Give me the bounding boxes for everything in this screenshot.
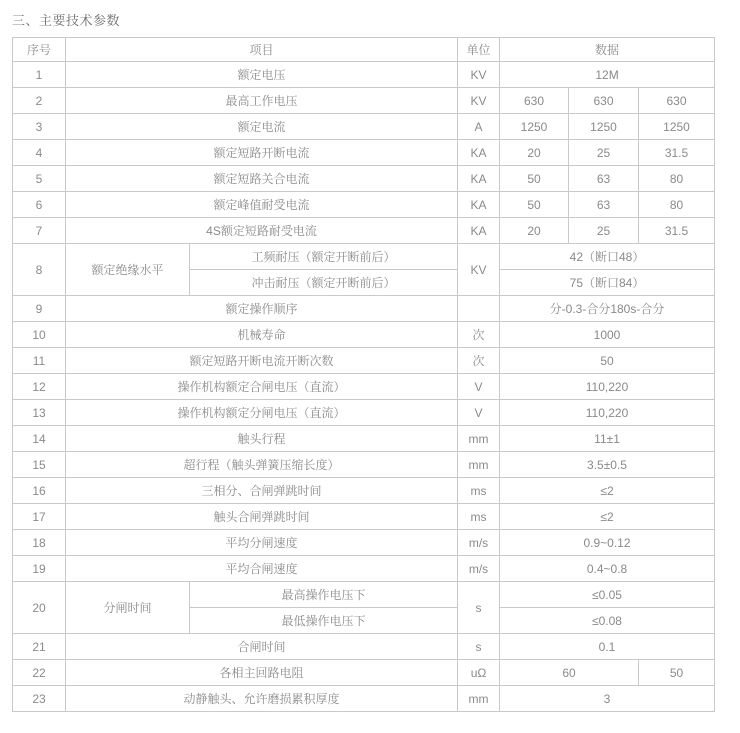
unit-cell: 次	[458, 322, 500, 348]
unit-cell: KA	[458, 218, 500, 244]
value-cell: ≤2	[500, 478, 715, 504]
index-cell: 8	[13, 244, 66, 296]
index-cell: 14	[13, 426, 66, 452]
unit-cell: A	[458, 114, 500, 140]
table-row	[13, 686, 715, 712]
value-cell: 1000	[500, 322, 715, 348]
value-cell: 75（断口84）	[500, 270, 715, 296]
table-body	[13, 62, 715, 712]
table-row	[13, 166, 715, 192]
value-cell: 60	[500, 660, 639, 686]
table-row	[13, 348, 715, 374]
unit-cell: V	[458, 400, 500, 426]
value-cell: 0.4~0.8	[500, 556, 715, 582]
item-cell: 4S额定短路耐受电流	[66, 218, 458, 244]
unit-cell: mm	[458, 452, 500, 478]
item-cell: 额定短路开断电流	[66, 140, 458, 166]
value-cell: 80	[639, 166, 715, 192]
table-row	[13, 322, 715, 348]
unit-cell: KA	[458, 192, 500, 218]
value-cell: 0.9~0.12	[500, 530, 715, 556]
item-cell: 额定电流	[66, 114, 458, 140]
table-row	[13, 192, 715, 218]
unit-cell: uΩ	[458, 660, 500, 686]
table-row	[13, 426, 715, 452]
value-cell: 80	[639, 192, 715, 218]
index-cell: 13	[13, 400, 66, 426]
unit-cell: KV	[458, 62, 500, 88]
table-row	[13, 296, 715, 322]
item-cell: 动静触头、允许磨损累积厚度	[66, 686, 458, 712]
index-cell: 23	[13, 686, 66, 712]
index-cell: 22	[13, 660, 66, 686]
value-cell: 1250	[500, 114, 569, 140]
index-cell: 16	[13, 478, 66, 504]
value-cell: 0.1	[500, 634, 715, 660]
item-cell: 触头合闸弹跳时间	[66, 504, 458, 530]
item-cell: 合闸时间	[66, 634, 458, 660]
table-row	[13, 582, 715, 608]
value-cell: 3.5±0.5	[500, 452, 715, 478]
value-cell: 110,220	[500, 374, 715, 400]
item-cell: 额定短路关合电流	[66, 166, 458, 192]
table-row	[13, 634, 715, 660]
value-cell: ≤0.08	[500, 608, 715, 634]
index-cell: 11	[13, 348, 66, 374]
index-cell: 9	[13, 296, 66, 322]
index-cell: 1	[13, 62, 66, 88]
value-cell: 630	[569, 88, 639, 114]
value-cell: 11±1	[500, 426, 715, 452]
item-cell: 平均分闸速度	[66, 530, 458, 556]
item-cell: 操作机构额定合闸电压（直流）	[66, 374, 458, 400]
value-cell: 63	[569, 192, 639, 218]
value-cell: 50	[500, 192, 569, 218]
value-cell: 3	[500, 686, 715, 712]
index-cell: 4	[13, 140, 66, 166]
value-cell: 20	[500, 140, 569, 166]
table-row	[13, 218, 715, 244]
value-cell: ≤0.05	[500, 582, 715, 608]
unit-cell: ms	[458, 478, 500, 504]
item-cell: 额定绝缘水平	[66, 244, 190, 296]
technical-parameters-table	[12, 37, 715, 712]
table-row	[13, 478, 715, 504]
table-row	[13, 114, 715, 140]
value-cell: 1250	[569, 114, 639, 140]
item-cell: 额定电压	[66, 62, 458, 88]
table-row	[13, 452, 715, 478]
table-row	[13, 244, 715, 270]
index-cell: 18	[13, 530, 66, 556]
unit-cell: mm	[458, 426, 500, 452]
unit-cell: m/s	[458, 530, 500, 556]
table-row	[13, 530, 715, 556]
value-cell: 63	[569, 166, 639, 192]
value-cell: 630	[639, 88, 715, 114]
item-cell: 平均合闸速度	[66, 556, 458, 582]
header-row	[13, 38, 715, 62]
table-row	[13, 556, 715, 582]
value-cell: 1250	[639, 114, 715, 140]
unit-cell	[458, 296, 500, 322]
value-cell: 25	[569, 140, 639, 166]
index-cell: 20	[13, 582, 66, 634]
index-cell: 21	[13, 634, 66, 660]
unit-cell: s	[458, 582, 500, 634]
unit-cell: KA	[458, 166, 500, 192]
value-cell: 630	[500, 88, 569, 114]
value-cell: ≤2	[500, 504, 715, 530]
index-cell: 15	[13, 452, 66, 478]
table-row	[13, 62, 715, 88]
sub-item-cell: 最高操作电压下	[190, 582, 458, 608]
page-title: 三、主要技术参数	[12, 13, 121, 28]
item-cell: 额定操作顺序	[66, 296, 458, 322]
table-row	[13, 88, 715, 114]
table-row	[13, 400, 715, 426]
value-cell: 50	[500, 348, 715, 374]
value-cell: 50	[639, 660, 715, 686]
value-cell: 12M	[500, 62, 715, 88]
index-cell: 12	[13, 374, 66, 400]
value-cell: 31.5	[639, 218, 715, 244]
unit-cell: m/s	[458, 556, 500, 582]
value-cell: 110,220	[500, 400, 715, 426]
table-row	[13, 504, 715, 530]
index-cell: 19	[13, 556, 66, 582]
unit-cell: KV	[458, 88, 500, 114]
index-cell: 17	[13, 504, 66, 530]
value-cell: 分-0.3-合分180s-合分	[500, 296, 715, 322]
table-row	[13, 660, 715, 686]
item-cell: 机械寿命	[66, 322, 458, 348]
column-header: 项目	[66, 38, 458, 62]
value-cell: 25	[569, 218, 639, 244]
item-cell: 分闸时间	[66, 582, 190, 634]
index-cell: 6	[13, 192, 66, 218]
unit-cell: mm	[458, 686, 500, 712]
index-cell: 10	[13, 322, 66, 348]
value-cell: 31.5	[639, 140, 715, 166]
column-header: 单位	[458, 38, 500, 62]
column-header: 序号	[13, 38, 66, 62]
item-cell: 各相主回路电阻	[66, 660, 458, 686]
value-cell: 20	[500, 218, 569, 244]
index-cell: 3	[13, 114, 66, 140]
sub-item-cell: 工频耐压（额定开断前后）	[190, 244, 458, 270]
index-cell: 2	[13, 88, 66, 114]
column-header: 数据	[500, 38, 715, 62]
index-cell: 5	[13, 166, 66, 192]
unit-cell: KA	[458, 140, 500, 166]
index-cell: 7	[13, 218, 66, 244]
value-cell: 42（断口48）	[500, 244, 715, 270]
unit-cell: KV	[458, 244, 500, 296]
item-cell: 三相分、合闸弹跳时间	[66, 478, 458, 504]
unit-cell: V	[458, 374, 500, 400]
unit-cell: ms	[458, 504, 500, 530]
item-cell: 触头行程	[66, 426, 458, 452]
sub-item-cell: 最低操作电压下	[190, 608, 458, 634]
table-row	[13, 374, 715, 400]
unit-cell: 次	[458, 348, 500, 374]
item-cell: 超行程（触头弹簧压缩长度）	[66, 452, 458, 478]
item-cell: 额定峰值耐受电流	[66, 192, 458, 218]
unit-cell: s	[458, 634, 500, 660]
table-row	[13, 140, 715, 166]
item-cell: 操作机构额定分闸电压（直流）	[66, 400, 458, 426]
item-cell: 额定短路开断电流开断次数	[66, 348, 458, 374]
sub-item-cell: 冲击耐压（额定开断前后）	[190, 270, 458, 296]
value-cell: 50	[500, 166, 569, 192]
table-head	[13, 38, 715, 62]
item-cell: 最高工作电压	[66, 88, 458, 114]
